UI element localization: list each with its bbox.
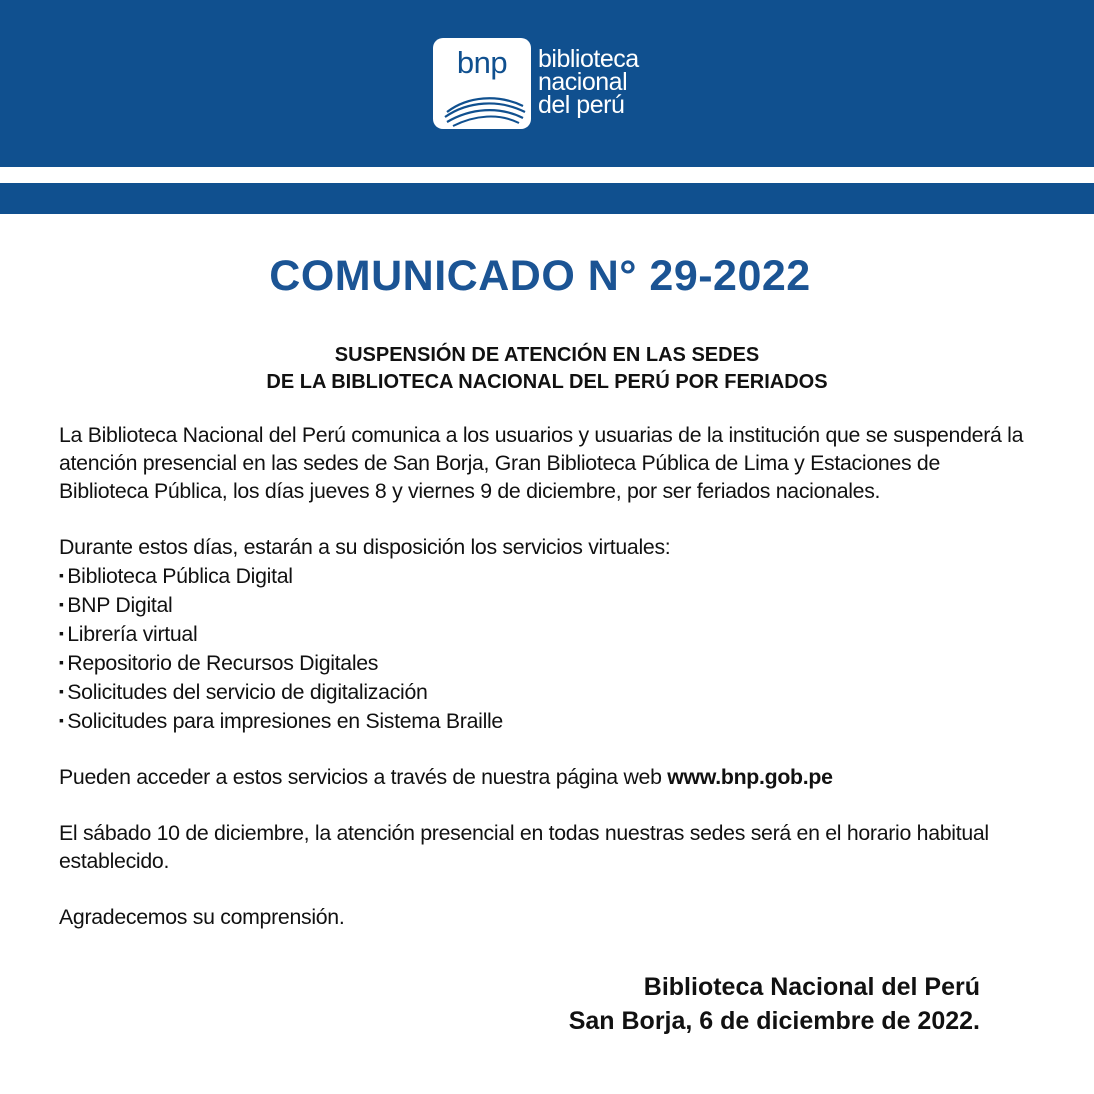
website-link[interactable]: www.bnp.gob.pe (667, 765, 833, 789)
paragraph-announcement: La Biblioteca Nacional del Perú comunica a los usuarios y usuarias de la institución que se suspenderá la atención presencial en las sedes de San Borja, Gran Biblioteca Pública de Lima y Estaciones de Biblioteca Pública, los días jueves 8 y viernes 9 de diciembre, por ser feriados nacionales. (59, 423, 1024, 503)
logo-badge (433, 38, 531, 129)
paragraph-saturday: El sábado 10 de diciembre, la atención presencial en todas nuestras sedes será en el horario habitual establecido. (59, 821, 989, 873)
subtitle-line-2: DE LA BIBLIOTECA NACIONAL DEL PERÚ POR FERIADOS (266, 371, 828, 393)
service-item: ▪ BNP Digital (59, 590, 1034, 619)
subtitle (0, 342, 1094, 396)
page-title: COMUNICADO N° 29-2022 (269, 252, 811, 300)
service-item: ▪ Librería virtual (59, 619, 1034, 648)
paragraph-access (59, 763, 1034, 791)
paragraph-thanks: Agradecemos su comprensión. (59, 905, 345, 929)
service-item: ▪ Solicitudes para impresiones en Sistema Braille (59, 706, 1034, 735)
header-stripe (0, 183, 1094, 214)
services-list (59, 561, 1034, 735)
access-text: Pueden acceder a estos servicios a través de nuestra página web (59, 765, 662, 789)
subtitle-line-1: SUSPENSIÓN DE ATENCIÓN EN LAS SEDES (334, 344, 760, 366)
signature-block (480, 970, 980, 1038)
logo-line-3: del perú (538, 91, 625, 119)
service-item: ▪ Biblioteca Pública Digital (59, 561, 1034, 590)
logo-waves-icon (433, 38, 531, 129)
signature-place-date: San Borja, 6 de diciembre de 2022. (568, 1007, 980, 1035)
header-banner (0, 0, 1094, 167)
bnp-logo (433, 38, 673, 130)
logo-wordmark (538, 45, 678, 119)
signature-institution: Biblioteca Nacional del Perú (643, 973, 980, 1001)
service-item: ▪ Repositorio de Recursos Digitales (59, 648, 1034, 677)
logo-line-2: nacional (538, 68, 628, 96)
logo-abbreviation: bnp (456, 45, 508, 80)
services-intro: Durante estos días, estarán a su disposición los servicios virtuales: (59, 535, 671, 559)
service-item: ▪ Solicitudes del servicio de digitalización (59, 677, 1034, 706)
body-content (59, 421, 1034, 931)
logo-line-1: biblioteca (538, 45, 639, 73)
